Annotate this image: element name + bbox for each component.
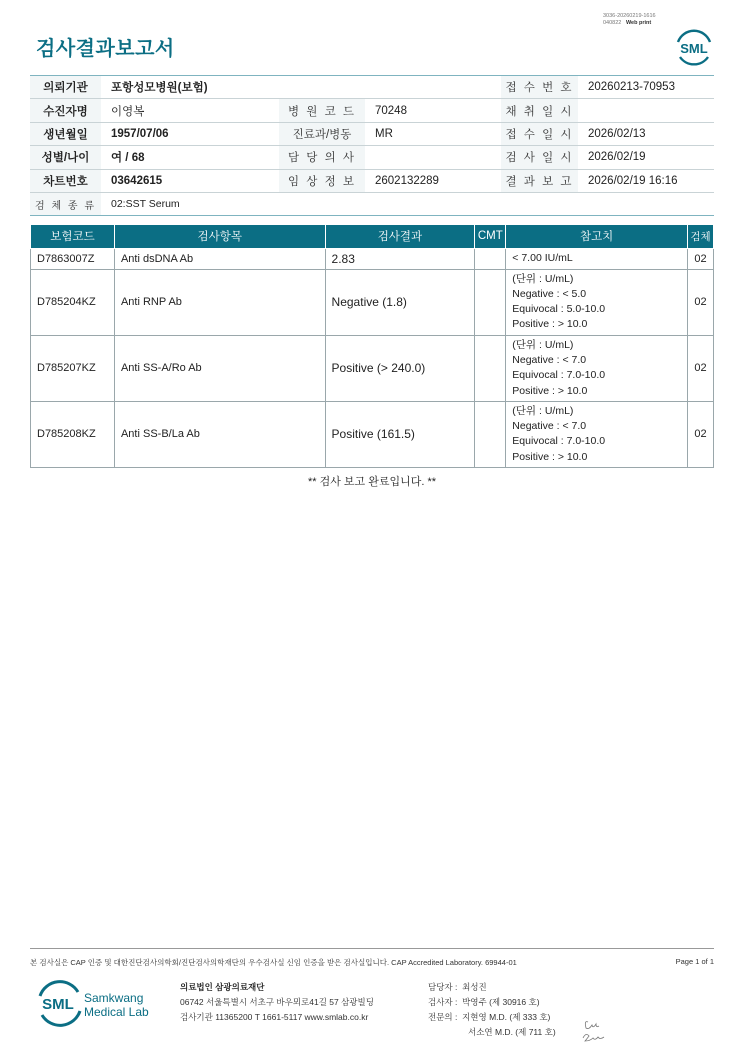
row-cmt [475, 248, 506, 269]
info-row-dob [30, 122, 714, 145]
row-reference [506, 401, 688, 467]
table-row [31, 248, 714, 269]
row-cmt [475, 401, 506, 467]
logo-text: SML [680, 41, 708, 56]
signature-image [580, 1008, 610, 1046]
document-id [603, 13, 656, 27]
specimen-label: 검 체 종 류 [30, 192, 101, 215]
row-item: Anti SS-A/Ro Ab [114, 335, 325, 401]
reference-line: < 7.00 IU/mL [512, 251, 573, 264]
report-complete-text: ** 검사 보고 완료입니다. ** [307, 476, 437, 488]
header-cmt: CMT [475, 225, 506, 248]
requester-label: 의뢰기관 [30, 76, 101, 99]
collection-date-value [578, 99, 714, 122]
receipt-date-value: 2026/02/13 [578, 122, 714, 145]
row-specimen: 02 [687, 269, 713, 335]
header-result: 검사결과 [325, 225, 475, 248]
row-item: Anti dsDNA Ab [114, 248, 325, 269]
row-result: Positive (161.5) [325, 401, 475, 467]
document-id-line2 [603, 20, 656, 27]
reference-line: (단위 : U/mL) [512, 272, 574, 285]
row-cmt [475, 335, 506, 401]
patient-value: 이영복 [101, 99, 279, 122]
table-row [31, 335, 714, 401]
dept-value: MR [365, 122, 501, 145]
reference-line: Negative : < 7.0 [512, 420, 587, 433]
doctor-value [365, 146, 501, 169]
row-code: D7863007Z [31, 248, 115, 269]
receipt-no-value: 20260213-70953 [578, 76, 714, 99]
row-result: Positive (> 240.0) [325, 335, 475, 401]
collection-date-label: 채 취 일 시 [501, 99, 578, 122]
receipt-no-label: 접 수 번 호 [501, 76, 578, 99]
manager-line [428, 981, 487, 993]
requester-value: 포항성모병원(보험) [101, 76, 501, 99]
patient-label: 수진자명 [30, 99, 101, 122]
clinical-label: 임 상 정 보 [279, 169, 365, 192]
row-reference [506, 248, 688, 269]
test-date-label: 검 사 일 시 [501, 146, 578, 169]
reference-line: Positive : > 10.0 [512, 384, 588, 397]
test-date-value: 2026/02/19 [578, 146, 714, 169]
header-specimen: 검체 [687, 225, 713, 248]
lab-address: 06742 서울특별시 서초구 바우뫼로41길 57 삼광빌딩 [180, 997, 374, 1007]
row-specimen: 02 [687, 335, 713, 401]
reference-line: Equivocal : 7.0-10.0 [512, 369, 606, 382]
header-reference: 참고치 [506, 225, 688, 248]
tester-label: 검사자 : [428, 997, 458, 1007]
brand-name-line2: Medical Lab [84, 1005, 149, 1019]
web-print-label: Web print [625, 20, 652, 26]
row-code: D785204KZ [31, 269, 115, 335]
logo-arc-top [40, 982, 78, 996]
row-item: Anti SS-B/La Ab [114, 401, 325, 467]
row-result: Negative (1.8) [325, 269, 475, 335]
page-number: Page 1 of 1 [675, 957, 714, 966]
table-row [31, 401, 714, 467]
dob-value: 1957/07/06 [101, 122, 279, 145]
signature-stroke-1 [585, 1022, 599, 1029]
dept-label: 진료과/병동 [279, 122, 365, 145]
row-reference [506, 269, 688, 335]
specimen-value: 02:SST Serum [101, 192, 714, 215]
row-reference [506, 335, 688, 401]
document-id-number: 040822 [603, 20, 622, 26]
tester-line [428, 996, 540, 1008]
reference-line: Positive : > 10.0 [512, 450, 588, 463]
specialist-line [428, 1011, 550, 1023]
row-cmt [475, 269, 506, 335]
specialist-label: 전문의 : [428, 1012, 458, 1022]
results-header-row [31, 225, 714, 248]
reference-line: Negative : < 7.0 [512, 353, 587, 366]
logo-arc-bottom [42, 1011, 80, 1025]
sml-logo [672, 26, 716, 66]
document-id-line1: 3036-20260219-1616 [603, 13, 656, 19]
manager-name: 최성진 [462, 982, 487, 992]
accreditation-note: 본 검사실은 CAP 인증 및 대한진단검사의학회/진단검사의학재단의 우수검사실 신임 인증을 받은 검사실입니다. CAP Accredited Laboratory. 69944-01 [30, 958, 517, 967]
doctor-label: 담 당 의 사 [279, 146, 365, 169]
reference-line: Positive : > 10.0 [512, 318, 588, 331]
header-item: 검사항목 [114, 225, 325, 248]
reference-line: Equivocal : 5.0-10.0 [512, 303, 606, 316]
chart-no-label: 차트번호 [30, 169, 101, 192]
foundation-name: 의료법인 삼광의료재단 [180, 982, 265, 992]
chart-no-value: 03642615 [101, 169, 279, 192]
clinical-value: 2602132289 [365, 169, 501, 192]
row-specimen: 02 [687, 248, 713, 269]
tester-name: 박영주 (제 30916 호) [462, 997, 540, 1007]
results-table [30, 225, 714, 468]
patient-info-table [30, 75, 714, 216]
logo-arc-bottom [680, 57, 708, 64]
reference-line: (단위 : U/mL) [512, 338, 574, 351]
sex-age-value: 여 / 68 [101, 146, 279, 169]
reference-line: Equivocal : 7.0-10.0 [512, 435, 606, 448]
page-title: 검사결과보고서 [36, 38, 175, 60]
dob-label: 생년월일 [30, 122, 101, 145]
reference-line: (단위 : U/mL) [512, 404, 574, 417]
hospital-code-value: 70248 [365, 99, 501, 122]
lab-contact: 검사기관 11365200 T 1661-5117 www.smlab.co.kr [180, 1012, 369, 1022]
brand-name-line1: Samkwang [84, 991, 144, 1005]
signature-stroke-2 [583, 1034, 604, 1041]
row-code: D785207KZ [31, 335, 115, 401]
info-row-specimen [30, 192, 714, 215]
row-specimen: 02 [687, 401, 713, 467]
samkwang-logo [36, 978, 186, 1028]
hospital-code-label: 병 원 코 드 [279, 99, 365, 122]
info-row-chart [30, 169, 714, 192]
manager-label: 담당자 : [428, 982, 458, 992]
info-row-patient [30, 99, 714, 122]
table-row [31, 269, 714, 335]
specialist-name-2: 서소연 M.D. (제 711 호) [468, 1027, 556, 1037]
info-row-sex-age [30, 146, 714, 169]
reference-line: Negative : < 5.0 [512, 287, 587, 300]
footer-divider [30, 948, 714, 949]
sex-age-label: 성별/나이 [30, 146, 101, 169]
report-value: 2026/02/19 16:16 [578, 169, 714, 192]
row-result: 2.83 [325, 248, 475, 269]
logo-text: SML [42, 996, 74, 1013]
info-row-requester [30, 76, 714, 99]
row-item: Anti RNP Ab [114, 269, 325, 335]
row-code: D785208KZ [31, 401, 115, 467]
specialist-name-1: 지현영 M.D. (제 333 호) [462, 1012, 551, 1022]
receipt-date-label: 접 수 일 시 [501, 122, 578, 145]
report-label: 결 과 보 고 [501, 169, 578, 192]
header-code: 보험코드 [31, 225, 115, 248]
